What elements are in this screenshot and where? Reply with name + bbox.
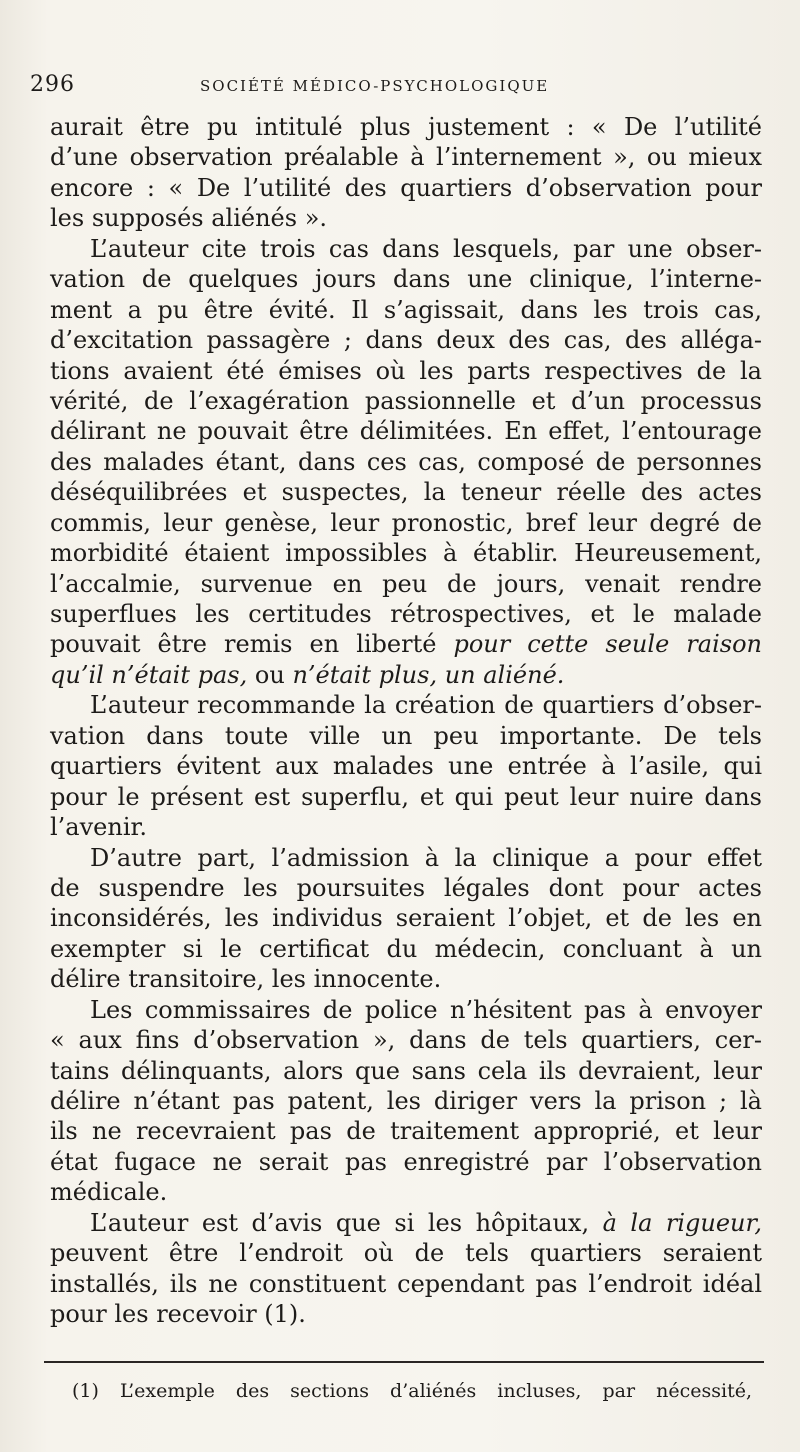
text-line: L’auteur cite trois cas dans lesquels, par une obser- [90, 234, 762, 263]
page-number: 296 [30, 72, 75, 97]
text-line: délirant ne pouvait être délimitées. En effet, l’entourage [50, 417, 762, 446]
text-line: tains délinquants, alors que sans cela ils devraient, leur [50, 1056, 762, 1085]
text-line: ment a pu être évité. Il s’agissait, dans les trois cas, [50, 295, 762, 324]
text-line: délire transitoire, les innocente. [50, 965, 442, 994]
text-line: installés, ils ne constituent cependant pas l’endroit idéal [50, 1269, 762, 1298]
text-line: délire n’étant pas patent, les diriger vers la prison ; là [50, 1087, 762, 1115]
text-line: vation de quelques jours dans une clinique, l’interne- [50, 265, 762, 294]
text-line: peuvent être l’endroit où de tels quartiers seraient [50, 1239, 762, 1268]
text-line: D’autre part, l’admission à la clinique a pour effet [90, 843, 762, 872]
footnote: (1) L’exemple des sections d’aliénés incluses, par nécessité, [72, 1380, 752, 1402]
page-header [30, 72, 760, 102]
text-line: de suspendre les poursuites légales dont pour actes [50, 873, 762, 902]
text-line: l’avenir. [50, 813, 147, 842]
text-line: aurait être pu intitulé plus justement : « De l’utilité [50, 113, 762, 141]
text-line: état fugace ne serait pas enregistré par l’observation [50, 1147, 762, 1176]
text-line: L’auteur recommande la création de quartiers d’obser- [90, 691, 762, 720]
italic-segment: pour cette seule raison [453, 630, 762, 659]
text-line: commis, leur genèse, leur pronostic, bref leur degré de [50, 508, 762, 537]
text-line: tions avaient été émises où les parts respectives de la [50, 356, 762, 385]
text-line: quartiers évitent aux malades une entrée à l’asile, qui [50, 752, 762, 781]
text-segment: L’auteur est d’avis que si les hôpitaux, [90, 1208, 590, 1237]
text-line: des malades étant, dans ces cas, composé de personnes [50, 447, 762, 476]
text-line: médicale. [50, 1178, 168, 1207]
text-line [50, 660, 762, 690]
text-line: « aux fins d’observation », dans de tels quartiers, cer- [50, 1026, 762, 1055]
text-line: exempter si le certificat du médecin, concluant à un [50, 934, 762, 963]
text-line: d’excitation passagère ; dans deux des cas, des alléga- [50, 326, 762, 355]
text-line: superflues les certitudes rétrospectives, et le malade [50, 600, 762, 628]
italic-segment: qu’il n’était pas, [50, 660, 248, 689]
text-line: encore : « De l’utilité des quartiers d’observation pour [50, 173, 762, 202]
italic-segment: à la rigueur, [602, 1208, 762, 1237]
text-line: ils ne recevraient pas de traitement approprié, et leur [50, 1117, 762, 1146]
text-line [50, 1208, 762, 1238]
text-line: pour le présent est superflu, et qui peut leur nuire dans [50, 782, 762, 811]
text-segment: ou [254, 660, 285, 689]
text-line: vation dans toute ville un peu importante. De tels [50, 721, 762, 750]
running-head: SOCIÉTÉ MÉDICO-PSYCHOLOGIQUE [200, 77, 550, 95]
text-line: vérité, de l’exagération passionnelle et d’un processus [50, 386, 762, 415]
text-line: Les commissaires de police n’hésitent pas à envoyer [90, 995, 762, 1024]
text-line: inconsidérés, les individus seraient l’objet, et de les en [50, 904, 762, 933]
text-line: l’accalmie, survenue en peu de jours, venait rendre [50, 569, 762, 598]
text-line: d’une observation préalable à l’internement », ou mieux [50, 143, 762, 172]
body-text [50, 112, 762, 1330]
italic-segment: n’était plus, un aliéné. [292, 660, 565, 689]
text-line [50, 629, 762, 659]
text-line: déséquilibrées et suspectes, la teneur réelle des actes [50, 478, 762, 507]
text-segment: pouvait être remis en liberté [50, 630, 437, 659]
text-line: pour les recevoir (1). [50, 1300, 306, 1329]
footnote-divider [44, 1361, 764, 1363]
text-line: les supposés aliénés ». [50, 204, 328, 233]
text-line: morbidité étaient impossibles à établir. Heureusement, [50, 539, 762, 568]
